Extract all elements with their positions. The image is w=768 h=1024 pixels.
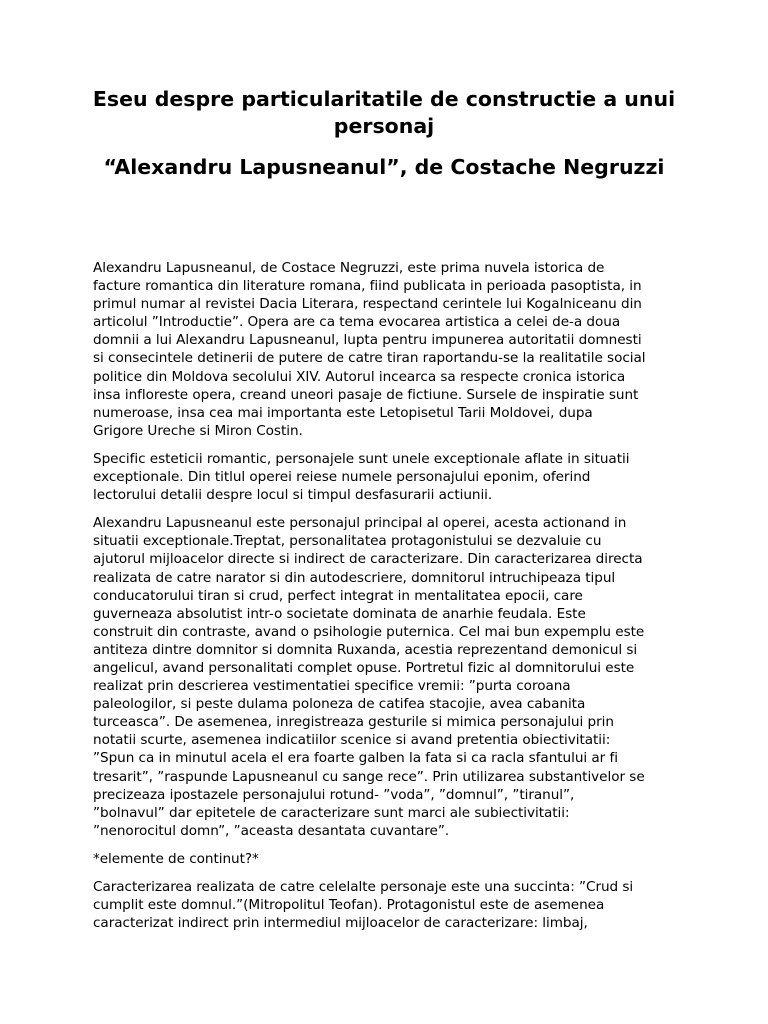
paragraph-line: exceptionale. Din titlul operei reiese numele personajului eponim, oferind <box>93 469 591 486</box>
body-paragraph <box>93 514 679 840</box>
paragraph-line: realizat prin descrierea vestimentatiei specifice vremii: ”purta coroana <box>93 678 571 695</box>
paragraph-line: lectorului detalii despre locul si timpul desfasurarii actiunii. <box>93 487 493 504</box>
paragraph-line: guverneaza absolutist intr-o societate dominata de anarhie feudala. Este <box>93 605 586 622</box>
title-line: unui personaj <box>333 87 676 138</box>
paragraph-line: Caracterizarea realizata de catre celelalte personaje este una succinta: ”Crud si <box>93 879 634 895</box>
body-paragraph <box>93 450 679 504</box>
paragraph-line: precizeaza ipostazele personajului rotund- ”voda”, ”domnul”, ”tiranul”, <box>93 786 575 803</box>
document-title-block <box>80 86 688 181</box>
paragraph-line: notatii scurte, asemenea indicatiilor scenice si avand pretentia obiectivitatii: <box>93 732 611 749</box>
paragraph-line: numeroase, insa cea mai importanta este Letopisetul Tarii Moldovei, dupa <box>93 404 593 421</box>
document-subtitle <box>80 154 688 181</box>
paragraph-line: facture romantica din literature romana, fiind publicata in perioada pasoptista, in <box>93 278 642 295</box>
body-paragraph <box>93 878 679 932</box>
subtitle-line: Negruzzi <box>563 155 665 179</box>
paragraph-line: angelicul, avand personalitati complet opuse. Portretul fizic al domnitorului este <box>93 659 635 676</box>
body-paragraph <box>93 259 679 440</box>
paragraph-line: situatii exceptionale.Treptat, personalitatea protagonistului se dezvaluie cu <box>93 533 602 550</box>
document-body <box>93 259 679 942</box>
paragraph-line: ”nenorocitul domn”, ”aceasta desantata cuvantare”. <box>93 822 450 839</box>
paragraph-line: caracterizat indirect prin intermediul mijloacelor de caracterizare: limbaj, <box>93 915 588 932</box>
paragraph-line: paleologilor, si peste dulama poloneza de catifea stacojie, avea cabanita <box>93 696 586 713</box>
paragraph-line: primul numar al revistei Dacia Literara, respectand cerintele lui Kogalniceanu din <box>93 296 642 313</box>
paragraph-line: domnii a lui Alexandru Lapusneanul, lupta pentru impunerea autoritatii domnesti <box>93 332 642 349</box>
body-paragraph <box>93 850 679 868</box>
paragraph-line: Alexandru Lapusneanul, de Costace Negruzzi, este prima nuvela istorica de <box>93 260 605 276</box>
paragraph-line: turceasca”. De asemenea, inregistreaza gesturile si mimica personajului prin <box>93 714 614 731</box>
document-title <box>80 86 688 140</box>
paragraph-line: articolul ”Introductie”. Opera are ca tema evocarea artistica a celei de-a doua <box>93 314 621 331</box>
paragraph-line: si consecintele detinerii de putere de catre tiran raportandu-se la realitatile social <box>93 350 646 367</box>
paragraph-line: Alexandru Lapusneanul este personajul principal al operei, acesta actionand in <box>93 515 627 532</box>
paragraph-line: ”Spun ca in minutul acela el era foarte galben la fata si ca racla sfantului ar fi <box>93 750 618 767</box>
paragraph-line: ajutorul mijloacelor directe si indirect de caracterizare. Din caracterizarea directa <box>93 551 643 568</box>
paragraph-line: Grigore Ureche si Miron Costin. <box>93 422 303 439</box>
paragraph-line: conducatorului tiran si crud, perfect integrat in mentalitatea epocii, care <box>93 587 583 604</box>
paragraph-line: *elemente de continut?* <box>93 850 259 867</box>
paragraph-line: construit din contraste, avand o psihologie puternica. Cel mai bun expemplu este <box>93 623 645 640</box>
paragraph-line: antiteza dintre domnitor si domnita Ruxanda, acestia reprezentand demonicul si <box>93 641 638 658</box>
paragraph-line: insa infloreste opera, creand uneori pasaje de fictiune. Sursele de inspiratie sunt <box>93 386 639 403</box>
paragraph-line: tresarit”, ”raspunde Lapusneanul cu sange rece”. Prin utilizarea substantivelor se <box>93 768 645 785</box>
title-line: Eseu despre particularitatile de constructie a <box>92 87 618 111</box>
paragraph-line: Specific esteticii romantic, personajele sunt unele exceptionale aflate in situatii <box>93 450 630 467</box>
paragraph-line: cumplit este domnul.”(Mitropolitul Teofan). Protagonistul este de asemenea <box>93 897 605 914</box>
subtitle-line: “Alexandru Lapusneanul”, de Costache <box>103 155 556 179</box>
paragraph-line: realizata de catre narator si din autodescriere, domnitorul intruchipeaza tipul <box>93 569 616 586</box>
paragraph-line: politice din Moldova secolului XIV. Autorul incearca sa respecte cronica istorica <box>93 368 626 385</box>
paragraph-line: ”bolnavul” dar epitetele de caracterizare sunt marci ale subiectivitatii: <box>93 804 570 821</box>
